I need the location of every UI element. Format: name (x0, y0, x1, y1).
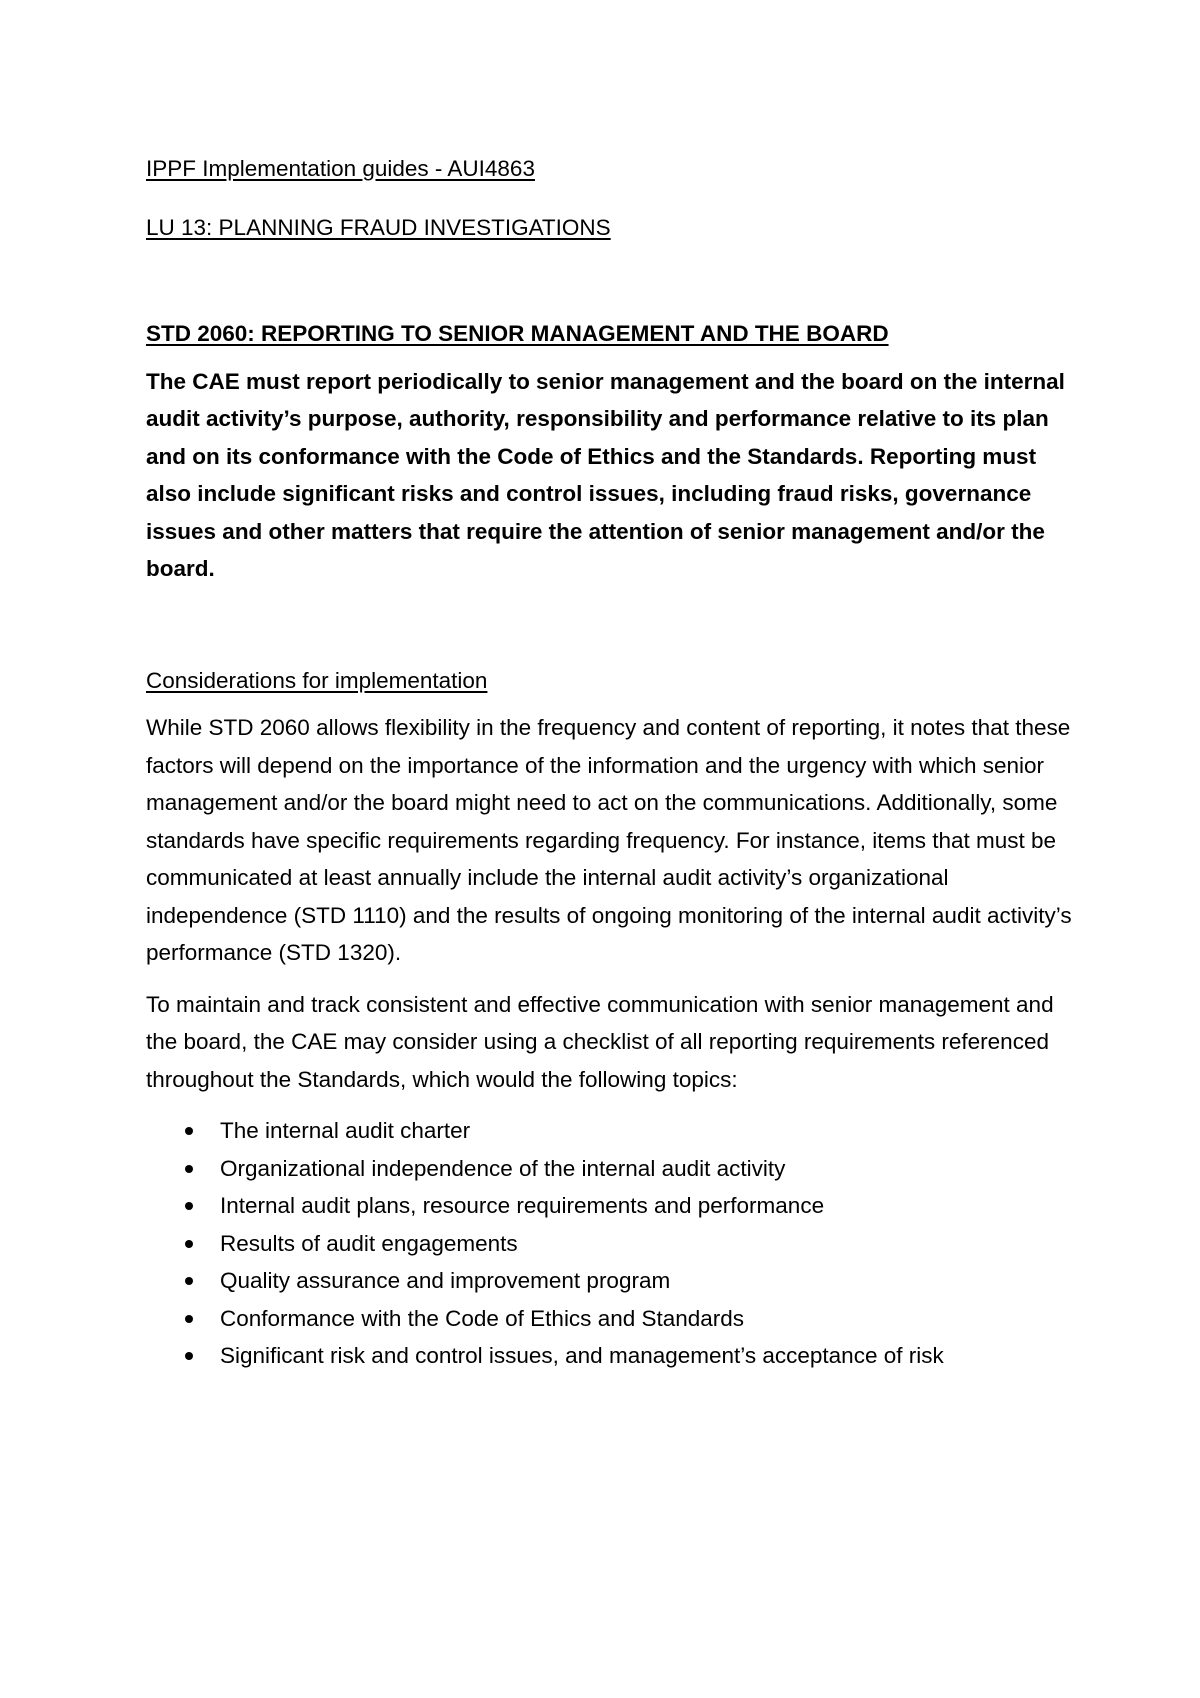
paragraph-checklist: To maintain and track consistent and effective communication with senior management and the board, the CAE may consider using a checklist of all reporting requirements referenced throughout the Standards, which would the following topics: (146, 991, 1054, 1092)
list-item-text: Quality assurance and improvement program (220, 1268, 671, 1293)
list-item (146, 1262, 1076, 1300)
considerations-heading: Considerations for implementation (146, 667, 488, 693)
bullet-icon (185, 1352, 193, 1360)
bullet-icon (185, 1315, 193, 1323)
topics-list (146, 1112, 1076, 1375)
document-title: IPPF Implementation guides - AUI4863 (146, 156, 535, 181)
document-content (146, 150, 1076, 1375)
paragraph-frequency: While STD 2060 allows flexibility in the frequency and content of reporting, it notes that these factors will depend on the importance of the information and the urgency with which senior management and/or the board might need to act on the communications. Additionally, some standards have specific requirements regarding frequency. For instance, items that must be communicated at least annually include the internal audit activity’s organizational independence (STD 1110) and the results of ongoing monitoring of the internal audit activity’s performance (STD 1320). (146, 715, 1072, 965)
bullet-icon (185, 1202, 193, 1210)
list-item-text: Internal audit plans, resource requirements and performance (220, 1193, 825, 1218)
list-item (146, 1337, 1076, 1375)
list-item-text: Organizational independence of the internal audit activity (220, 1155, 786, 1181)
list-item-text: Significant risk and control issues, and management’s acceptance of risk (220, 1343, 944, 1368)
list-item-text: Conformance with the Code of Ethics and Standards (220, 1305, 745, 1331)
list-item (146, 1300, 1076, 1338)
bullet-icon (185, 1277, 193, 1285)
list-item-text: Results of audit engagements (220, 1230, 518, 1256)
list-item (146, 1112, 1076, 1150)
list-item (146, 1225, 1076, 1263)
document-subtitle: LU 13: PLANNING FRAUD INVESTIGATIONS (146, 214, 611, 240)
bullet-icon (185, 1165, 193, 1173)
standard-heading: STD 2060: REPORTING TO SENIOR MANAGEMENT AND THE BOARD (146, 321, 889, 346)
list-item (146, 1187, 1076, 1225)
standard-text: The CAE must report periodically to senior management and the board on the internal audit activity’s purpose, authority, responsibility and performance relative to its plan and on its conformance with the Code of Ethics and the Standards. Reporting must also include significant risks and control issues, including fraud risks, governance issues and other matters that require the attention of senior management and/or the board. (146, 368, 1065, 581)
list-item-text: The internal audit charter (220, 1118, 471, 1143)
bullet-icon (185, 1127, 193, 1135)
bullet-icon (185, 1240, 193, 1248)
list-item (146, 1150, 1076, 1188)
